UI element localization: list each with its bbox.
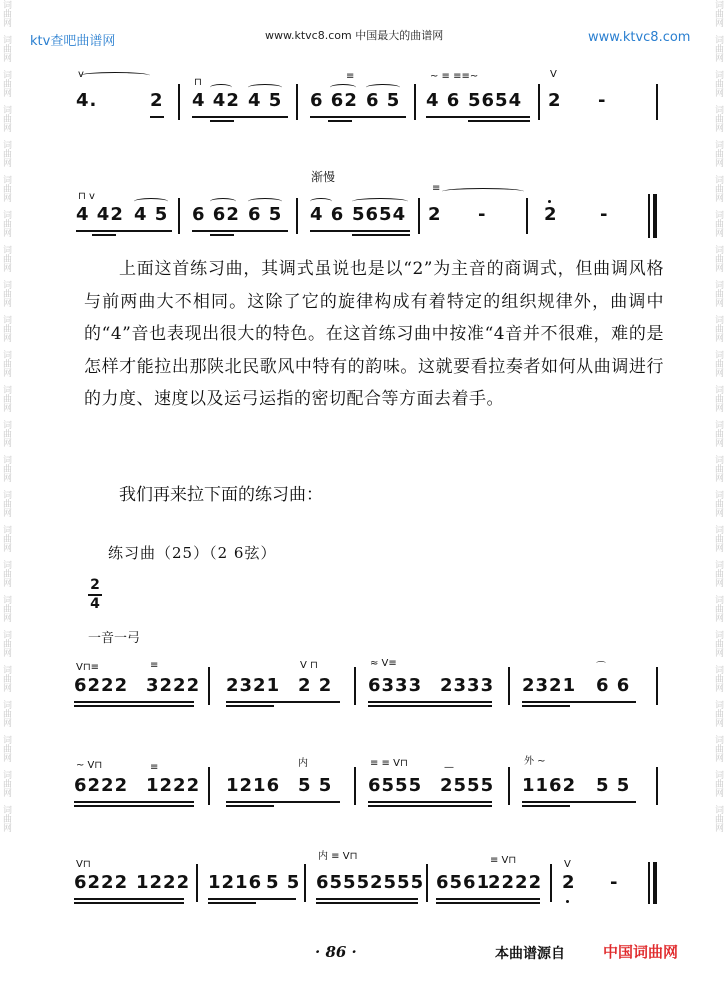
side-watermark-text: 词曲网 [1,700,11,727]
position-mark: 内 [298,758,308,769]
score-line-1 [70,70,670,130]
bow-mark: ⊓ v [78,191,95,202]
underline [368,805,492,807]
side-watermark-text: 词曲网 [1,0,11,27]
side-watermark-text: 词曲网 [713,455,723,482]
paragraph-intro: 我们再来拉下面的练习曲： [119,485,323,505]
barline [296,198,298,234]
side-watermark-text: 词曲网 [713,245,723,272]
note-group: 4 6 [426,90,461,111]
position-mark: 外 ~ [524,756,546,767]
slur [210,84,232,91]
side-watermark-text: 词曲网 [1,770,11,797]
note-group: 2 [428,204,442,225]
barline [354,767,356,805]
note-group: 6 6 [596,675,631,696]
underline [208,902,256,904]
page-number: · 86 · [315,943,357,961]
slur [442,188,524,195]
note-group: 1162 [522,775,577,796]
note-group: 5 5 [298,775,333,796]
bow-mark: v [78,69,84,80]
barline [208,767,210,805]
exercise-row-3 [70,852,670,912]
barline [178,198,180,234]
slur [366,84,400,91]
note-group: 6 5 [366,90,401,111]
note-group: 4 6 [310,204,345,225]
exercise-row-2 [70,755,670,815]
finger-mark: ~ ≡ ≡≡~ [430,71,479,82]
bow-mark: V [550,69,557,80]
underline [76,230,172,232]
underline [226,801,340,803]
underline [226,805,274,807]
tempo-mark: 渐慢 [311,170,336,184]
underline [522,705,570,707]
side-watermark-text: 词曲网 [1,280,11,307]
side-watermark-text: 词曲网 [713,805,723,832]
side-watermark-text: 词曲网 [713,420,723,447]
slur [248,84,282,91]
note-group: - [598,90,607,111]
underline [368,701,492,703]
octave-dot [548,200,551,203]
underline [226,705,274,707]
barline [354,667,356,705]
bow-mark: V ⊓ [300,660,318,671]
note-group: 4 42 [76,204,124,225]
barline [508,667,510,705]
bow-mark: ≡ [432,183,441,194]
slur [330,84,356,91]
underline [310,116,406,118]
exercise-row-1 [70,655,670,715]
time-signature [88,578,102,612]
note-group: 2 2 [298,675,333,696]
underline [436,898,540,900]
side-watermark-text: 词曲网 [1,70,11,97]
score-line-2 [70,180,670,240]
watermark-right: www.ktvc8.com [588,30,691,45]
side-watermark-text: 词曲网 [713,70,723,97]
note-group: - [600,204,609,225]
side-watermark-text: 词曲网 [713,210,723,237]
note-group: 1216 [208,872,263,893]
note-group: 2 [562,872,576,893]
source-label: 本曲谱源自 [495,946,565,962]
underline [74,902,184,904]
note-group: 6561 [436,872,491,893]
barline [648,194,650,238]
barline [426,864,428,902]
note-group: 6 5 [248,204,283,225]
note-group: 3222 [146,675,201,696]
note-group: 2555 [440,775,495,796]
barline [414,84,416,120]
underline [210,120,234,122]
side-watermark-text: 词曲网 [1,315,11,342]
underline [468,120,530,122]
final-barline [653,862,657,904]
exercise-title: 练习曲（25）（2 6弦） [108,544,277,562]
side-watermark-text: 词曲网 [713,0,723,27]
note-group: 6222 [74,775,129,796]
barline [304,864,306,902]
underline [328,120,352,122]
side-watermark-text: 词曲网 [1,140,11,167]
note-group: 6 62 [310,90,358,111]
note-group: 4 5 [134,204,169,225]
side-watermark-text: 词曲网 [1,455,11,482]
bow-mark: ≡ ≡ V⊓ [370,758,408,769]
barline [178,84,180,120]
note-group: 4 42 [192,90,240,111]
time-bottom: 4 [90,595,100,612]
barline [196,864,198,902]
watermark-left: ktv查吧曲谱网 [30,34,116,49]
side-watermark-text: 词曲网 [1,245,11,272]
side-watermark-text: 词曲网 [713,280,723,307]
slur [352,198,408,205]
underline [92,234,116,236]
side-watermark-text: 词曲网 [1,735,11,762]
underline [150,116,164,118]
slur [134,198,168,205]
note-group: 2321 [522,675,577,696]
underline [522,805,570,807]
note-group: 2 [150,90,164,111]
underline [368,801,492,803]
side-watermark-text: 词曲网 [713,735,723,762]
barline [208,667,210,705]
note-group: 6 62 [192,204,240,225]
barline [526,198,528,234]
side-watermark-text: 词曲网 [1,630,11,657]
finger-mark: — [444,762,454,773]
barline [550,864,552,902]
side-watermark-text: 词曲网 [713,35,723,62]
note-group: 2 [544,204,558,225]
side-watermark-text: 词曲网 [1,525,11,552]
note-group: 5 5 [596,775,631,796]
side-watermark-right [712,0,724,840]
side-watermark-text: 词曲网 [713,385,723,412]
position-mark: 内 ≡ V⊓ [318,851,358,862]
barline [296,84,298,120]
note-group: 6222 [74,872,129,893]
underline [192,230,288,232]
barline [418,198,420,234]
note-group: - [478,204,487,225]
note-group: 2321 [226,675,281,696]
slide-mark: ⌒ [596,662,606,673]
note-group: 2 [548,90,562,111]
bow-mark: ≡ V⊓ [490,855,517,866]
underline [310,230,410,232]
side-watermark-text: 词曲网 [713,770,723,797]
underline [426,116,530,118]
underline [316,902,418,904]
side-watermark-text: 词曲网 [1,210,11,237]
underline [74,801,194,803]
note-group: 2333 [440,675,495,696]
bow-mark: V⊓≡ [76,662,100,673]
note-group: 5654 [468,90,523,111]
note-group: 2555 [370,872,425,893]
side-watermark-left [0,0,12,840]
note-group: 5 5 [266,872,301,893]
slur [210,198,236,205]
note-group: 2222 [488,872,543,893]
side-watermark-text: 词曲网 [1,105,11,132]
side-watermark-text: 词曲网 [1,595,11,622]
underline [522,701,636,703]
side-watermark-text: 词曲网 [713,350,723,377]
final-barline [653,194,657,238]
underline [192,116,288,118]
side-watermark-text: 词曲网 [1,350,11,377]
side-watermark-text: 词曲网 [1,490,11,517]
underline [210,234,234,236]
side-watermark-text: 词曲网 [1,560,11,587]
bow-mark: ⊓ [194,77,202,88]
underline [74,705,194,707]
bow-mark: ≈ V≡ [370,658,397,669]
time-top: 2 [90,577,100,593]
barline [508,767,510,805]
slur [78,69,150,80]
slur [310,198,332,205]
finger-mark: ≡ [150,660,159,671]
note-group: 1222 [136,872,191,893]
barline [538,84,540,120]
side-watermark-text: 词曲网 [713,175,723,202]
side-watermark-text: 词曲网 [713,665,723,692]
note-group: 1222 [146,775,201,796]
side-watermark-text: 词曲网 [1,35,11,62]
slur [248,198,282,205]
note-group: 5654 [352,204,407,225]
bowing-instruction: 一音一弓 [88,631,141,646]
side-watermark-text: 词曲网 [713,560,723,587]
underline [208,898,296,900]
note-group: 4 5 [248,90,283,111]
side-watermark-text: 词曲网 [713,630,723,657]
side-watermark-text: 词曲网 [1,805,11,832]
barline [656,667,658,705]
underline [226,701,340,703]
side-watermark-text: 词曲网 [713,595,723,622]
side-watermark-text: 词曲网 [1,175,11,202]
underline [352,234,410,236]
finger-mark: ≡ [346,71,355,82]
barline [656,767,658,805]
barline [648,862,650,904]
side-watermark-text: 词曲网 [1,665,11,692]
watermark-center: www.ktvc8.com 中国最大的曲谱网 [265,29,444,42]
side-watermark-text: 词曲网 [1,420,11,447]
paragraph-text: 上面这首练习曲，其调式虽说也是以“2”为主音的商调式，但曲调风格与前两曲大不相同。这除了它的旋律构成有着特定的组织规律外，曲调中的“4”音也表现出很大的特色。在这首练习曲中按准“4音并不很难，难的是怎样才能拉出那陕北民歌风中特有的韵味。这就要看拉奏者如何从曲调进行的力度、速度以及运弓运指的密切配合等方面去着手。 [84,259,664,409]
note-group: - [610,872,619,893]
underline [74,898,184,900]
side-watermark-text: 词曲网 [713,700,723,727]
side-watermark-text: 词曲网 [713,140,723,167]
underline [316,898,418,900]
bow-mark: ~ V⊓ [76,760,103,771]
side-watermark-text: 词曲网 [713,105,723,132]
note-group: 6555 [316,872,371,893]
note-group: 1216 [226,775,281,796]
barline [656,84,658,120]
note-group: 6333 [368,675,423,696]
side-watermark-text: 词曲网 [1,385,11,412]
underline [74,701,194,703]
side-watermark-text: 词曲网 [713,525,723,552]
underline [74,805,194,807]
side-watermark-text: 词曲网 [713,490,723,517]
source-site-link[interactable]: 中国词曲网 [603,943,679,961]
note-group: 6555 [368,775,423,796]
body-paragraph [84,253,664,416]
underline [522,801,636,803]
underline [368,705,492,707]
finger-mark: ≡ [150,762,159,773]
note-group: 4. [76,90,98,111]
octave-dot [566,900,569,903]
bow-mark: V [564,859,571,870]
note-group: 6222 [74,675,129,696]
bow-mark: V⊓ [76,859,91,870]
side-watermark-text: 词曲网 [713,315,723,342]
underline [436,902,540,904]
